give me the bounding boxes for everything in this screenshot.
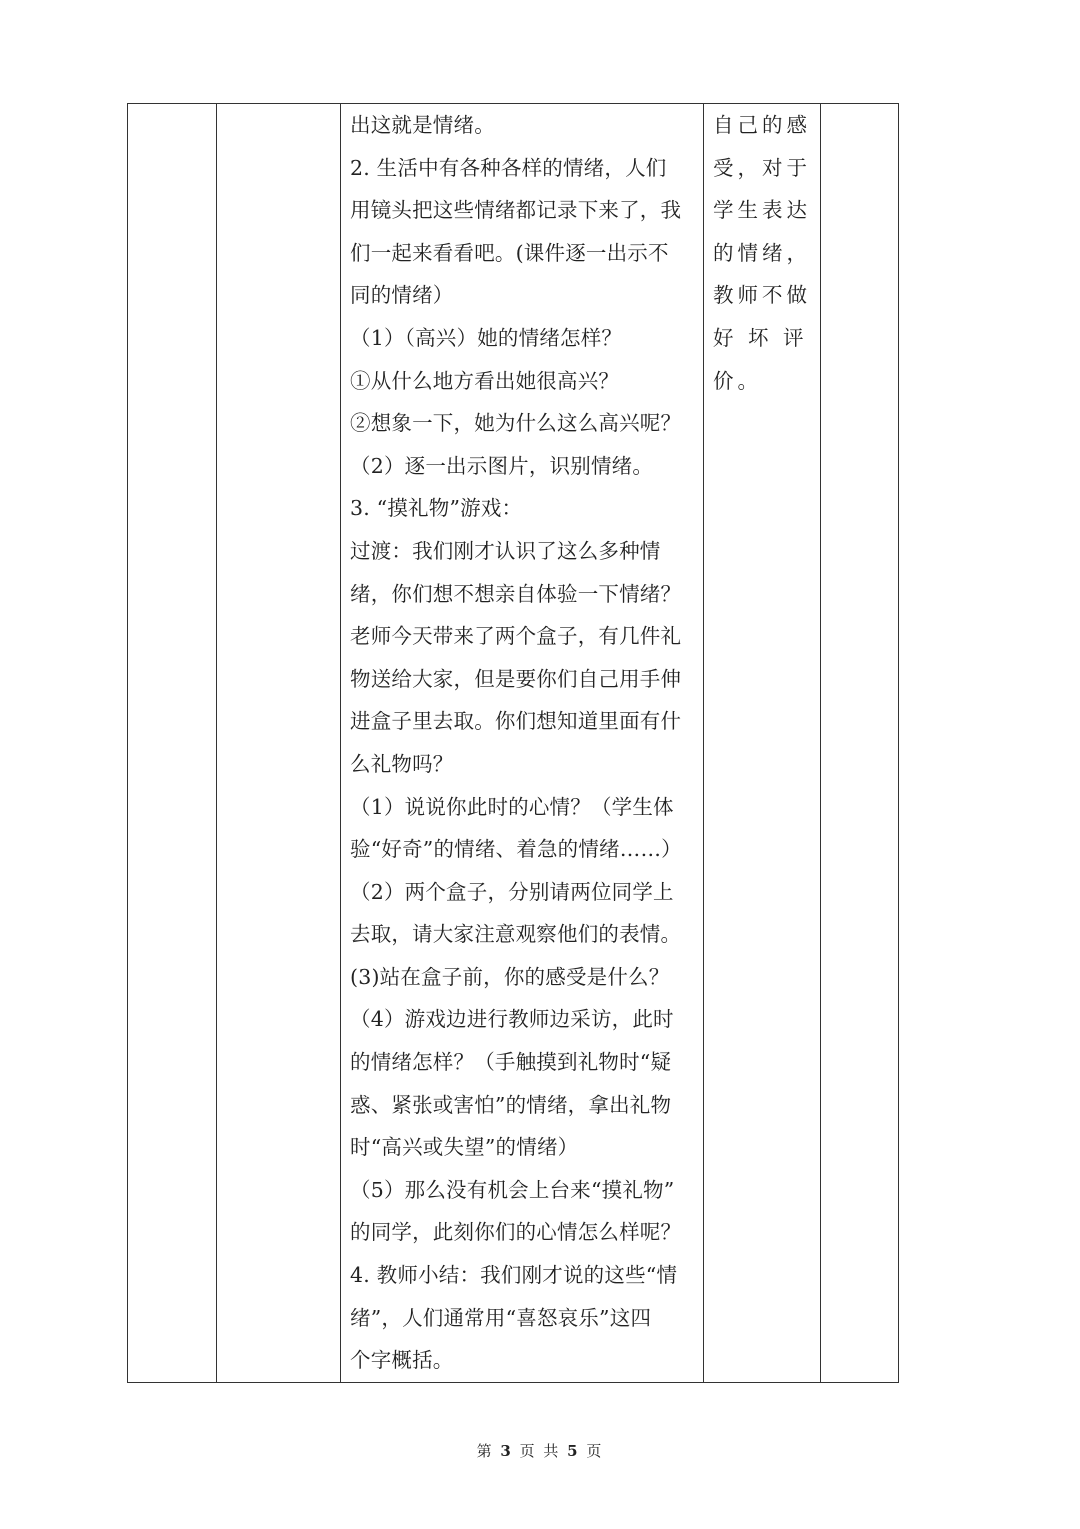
text-line: 么礼物吗？ <box>350 751 454 776</box>
text-line: 自己的感 <box>713 113 811 137</box>
text-line: （1）说说你此时的心情？（学生体 <box>350 794 674 819</box>
text-line: 4. 教师小结：我们刚才说的这些“情 <box>350 1263 678 1288</box>
text-line: 物送给大家，但是要你们自己用手伸 <box>350 666 682 691</box>
text-line: ②想象一下，她为什么这么高兴呢？ <box>350 411 682 436</box>
footer-prefix: 第 <box>476 1442 494 1460</box>
text-line: ①从什么地方看出她很高兴？ <box>350 368 620 393</box>
text-line: 的情绪， <box>713 240 811 265</box>
table-cell-empty-5 <box>821 104 899 1383</box>
table-cell-empty-1 <box>128 104 217 1383</box>
page-footer <box>0 1440 1080 1461</box>
design-intent-cell <box>704 104 821 1383</box>
footer-suffix: 页 <box>586 1442 604 1460</box>
text-line: 价。 <box>713 368 762 393</box>
text-line: 教师不做 <box>713 283 811 308</box>
text-line: 进盒子里去取。你们想知道里面有什 <box>350 709 682 734</box>
text-line: （2）逐一出示图片，识别情绪。 <box>350 453 654 478</box>
text-line: 惑、紧张或害怕”的情绪，拿出礼物 <box>350 1092 672 1117</box>
footer-current-page: 3 <box>500 1442 513 1460</box>
table-cell-empty-2 <box>217 104 341 1383</box>
teaching-process-cell <box>341 104 704 1383</box>
text-line: 老师今天带来了两个盒子，有几件礼 <box>350 624 682 649</box>
text-line: 好 坏 评 <box>713 325 808 350</box>
text-line: 个字概括。 <box>350 1348 454 1373</box>
text-line: （2）两个盒子，分别请两位同学上 <box>350 879 674 904</box>
text-line: 的同学，此刻你们的心情怎么样呢？ <box>350 1220 682 1245</box>
text-line: 去取，请大家注意观察他们的表情。 <box>350 922 682 947</box>
text-line: 用镜头把这些情绪都记录下来了，我 <box>350 198 682 223</box>
text-line: （4）游戏边进行教师边采访，此时 <box>350 1007 674 1032</box>
text-line: （1）（高兴）她的情绪怎样？ <box>350 325 623 350</box>
text-line: 2. 生活中有各种各样的情绪，人们 <box>350 155 667 180</box>
text-line: 过渡：我们刚才认识了这么多种情 <box>350 538 661 563</box>
table-row <box>128 104 899 1383</box>
text-line: 学生表达 <box>713 198 811 223</box>
text-line: 验“好奇”的情绪、着急的情绪……） <box>350 837 682 862</box>
footer-middle: 页 共 <box>519 1442 561 1460</box>
design-intent-text <box>704 104 820 402</box>
text-line: 3. “摸礼物”游戏： <box>350 496 523 521</box>
text-line: 的情绪怎样？（手触摸到礼物时“疑 <box>350 1050 672 1075</box>
footer-total-pages: 5 <box>567 1442 580 1460</box>
text-line: 出这就是情绪。 <box>350 113 495 137</box>
text-line: 们一起来看看吧。(课件逐一出示不 <box>350 240 669 265</box>
teaching-process-text <box>341 104 703 1382</box>
text-line: 绪，你们想不想亲自体验一下情绪？ <box>350 581 682 606</box>
text-line: (3)站在盒子前，你的感受是什么？ <box>350 964 670 989</box>
text-line: 受，对于 <box>713 155 811 180</box>
lesson-plan-table <box>127 103 899 1383</box>
text-line: （5）那么没有机会上台来“摸礼物” <box>350 1177 675 1202</box>
text-line: 绪”，人们通常用“喜怒哀乐”这四 <box>350 1305 652 1330</box>
text-line: 同的情绪） <box>350 283 454 308</box>
text-line: 时“高兴或失望”的情绪） <box>350 1135 579 1160</box>
